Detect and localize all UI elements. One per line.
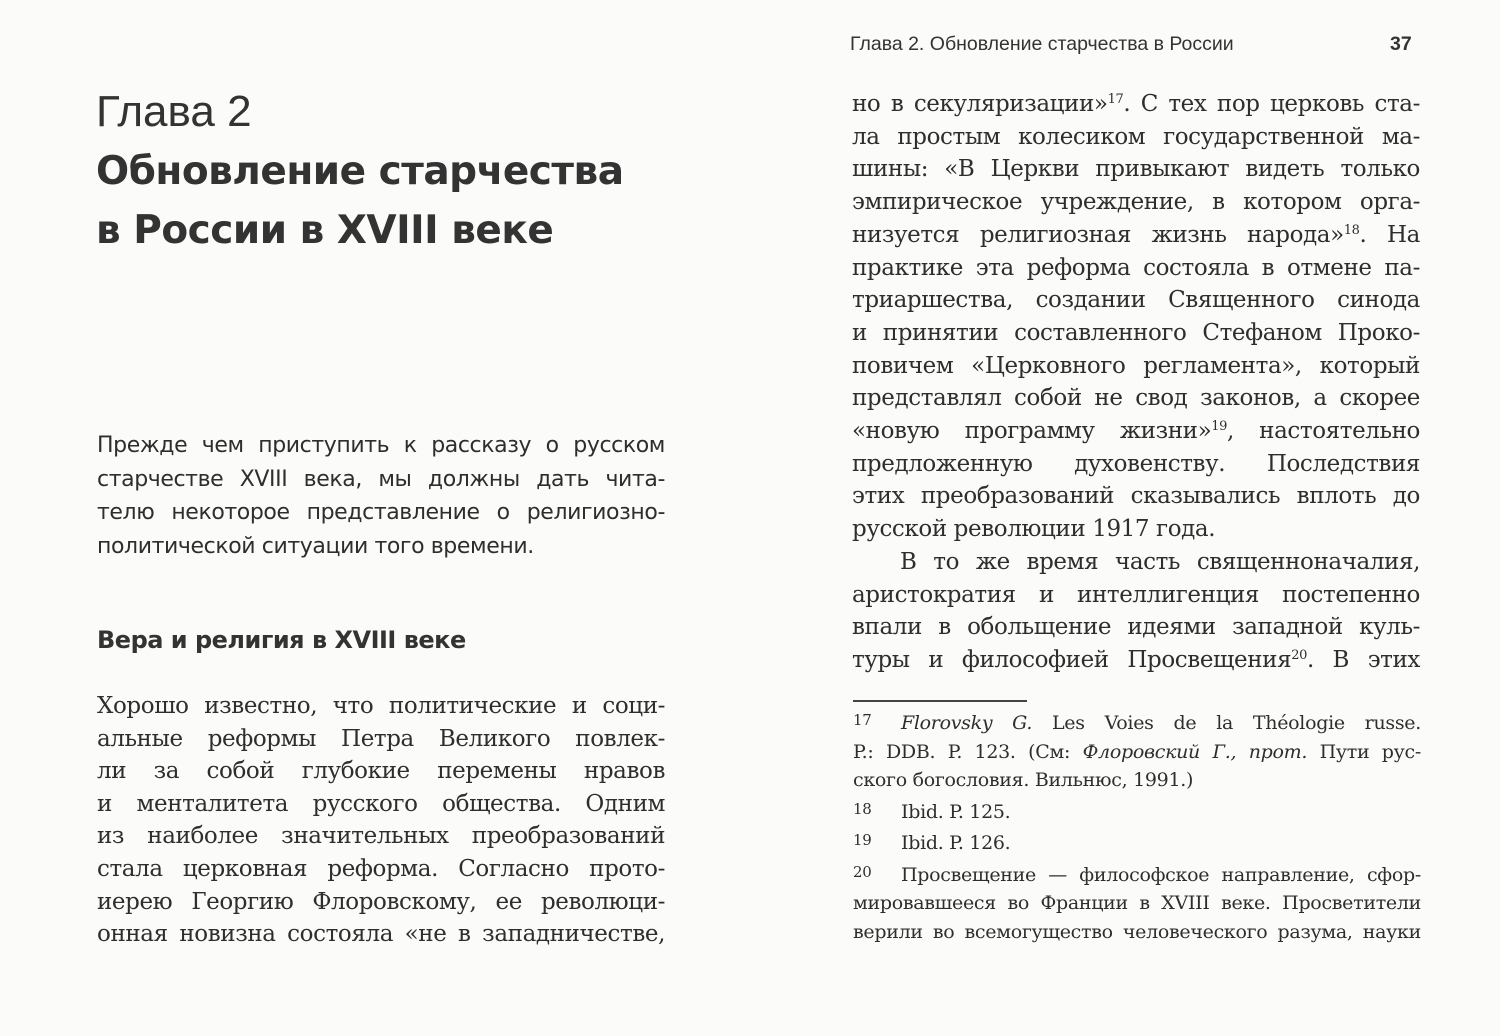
text-run: низуется религиозная жизнь народа»: [852, 221, 1344, 248]
text-run: . С тех пор церковь ста-: [1123, 91, 1420, 117]
chapter-number: Глава 2: [96, 87, 252, 136]
chapter-title-line: в России в XVIII веке: [96, 208, 554, 253]
text-line: русской революции 1917 года.: [852, 516, 1216, 543]
text-line: В то же время часть священноначалия,: [900, 548, 1420, 575]
footnote-line: [901, 709, 1421, 738]
footnote-number: 19: [853, 831, 872, 849]
text-line: этих преобразований сказывались вплоть до: [852, 483, 1420, 510]
running-head: Глава 2. Обновление старчества в России: [850, 33, 1234, 55]
text-line: эмпирическое учреждение, в котором орга-: [852, 189, 1420, 216]
text-line: Хорошо известно, что политические и соци-: [97, 693, 665, 719]
text-line: [852, 219, 1420, 252]
text-run: но в секуляризации»: [852, 91, 1108, 117]
text-run: «новую программу жизни»: [852, 418, 1212, 445]
chapter-title-line: Обновление старчества: [96, 149, 624, 194]
footnote-number: 20: [853, 862, 872, 881]
footnote-line: ского богословия. Вильнюс, 1991.): [853, 769, 1194, 791]
text-line: впали в обольщение идеями западной куль-: [852, 614, 1420, 641]
text-line: ла простым колесиком государственной ма-: [852, 123, 1420, 150]
text-line: онная новизна состояла «не в западничестве,: [97, 921, 665, 948]
text-run: , настоятельно: [1227, 418, 1420, 445]
text-line: ли за собой глубокие перемены нравов: [97, 758, 665, 785]
footnote-ref: 17: [1107, 92, 1124, 107]
footnote-line: мировавшееся во Франции в XVIII веке. Просветители: [853, 892, 1421, 914]
text-run: . В этих: [1306, 646, 1420, 673]
text-line: шины: «В Церкви привыкают видеть только: [852, 156, 1420, 183]
text-line: представлял собой не свод законов, а скорее: [852, 385, 1420, 412]
footnote-divider: [853, 700, 1027, 702]
footnote-text: P.: DDB. P. 123. (См:: [853, 740, 1083, 763]
text-line: [852, 88, 1420, 121]
footnote-line: Просвещение — философское направление, сфор-: [901, 863, 1421, 886]
footnote-number: 18: [853, 799, 872, 818]
page-number: 37: [1390, 33, 1412, 55]
section-heading: Вера и религия в XVIII веке: [97, 626, 466, 654]
chapter-title: [96, 142, 716, 260]
footnote-ref: 20: [1291, 647, 1307, 663]
footnote-18: [853, 795, 1421, 827]
footnote-line: верили во всемогущество человеческого разума, науки: [853, 920, 1421, 943]
footnote-author: Флоровский Г., прот.: [1082, 740, 1308, 763]
right-page: [750, 0, 1500, 1036]
text-line: триаршества, создании Священного синода: [852, 287, 1420, 314]
footnote-line: [853, 738, 1421, 767]
body-text-right: [852, 88, 1420, 677]
text-line: практике эта реформа состояла в отмене па-: [852, 254, 1420, 281]
text-line: предложенную духовенству. Последствия: [852, 450, 1420, 477]
footnote-ref: 18: [1343, 222, 1360, 238]
intro-line: старчестве XVIII века, мы должны дать чита-: [97, 466, 665, 492]
footnote-text: Ibid. P. 125.: [901, 800, 1011, 823]
footnote-17: [853, 706, 1421, 738]
intro-paragraph: [97, 429, 665, 563]
text-line: альные реформы Петра Великого повлек-: [97, 725, 665, 752]
text-run: туры и философией Просвещения: [852, 646, 1292, 673]
footnote-author: Florovsky G.: [901, 712, 1033, 734]
text-line: повичем «Церковного регламента», который: [852, 352, 1420, 379]
footnote-number: 17: [853, 711, 872, 729]
text-line: и менталитета русского общества. Одним: [97, 790, 665, 817]
text-line: иерею Георгию Флоровскому, ее революци-: [97, 888, 665, 915]
text-run: . На: [1359, 221, 1420, 248]
text-line: [852, 415, 1420, 448]
text-line: из наиболее значительных преобразований: [97, 823, 665, 850]
intro-line: политической ситуации того времени.: [97, 533, 534, 559]
text-line: [852, 644, 1420, 677]
text-line: стала церковная реформа. Согласно прото-: [97, 855, 665, 882]
text-line: аристократия и интеллигенция постепенно: [852, 581, 1420, 608]
footnote-text: Пути рус-: [1307, 740, 1421, 763]
intro-line: телю некоторое представление о религиозно-: [97, 500, 665, 525]
text-line: и принятии составленного Стефаном Проко-: [852, 319, 1420, 346]
footnote-text: Les Voies de la Théologie russe.: [1032, 712, 1421, 734]
footnote-20: [853, 858, 1421, 890]
body-text-left: [97, 690, 665, 951]
intro-line: Прежде чем приступить к рассказу о русском: [97, 433, 665, 458]
footnote-text: Ibid. P. 126.: [901, 832, 1011, 854]
footnote-19: [853, 826, 1421, 858]
footnotes: [853, 706, 1421, 946]
footnote-ref: 19: [1211, 419, 1228, 435]
